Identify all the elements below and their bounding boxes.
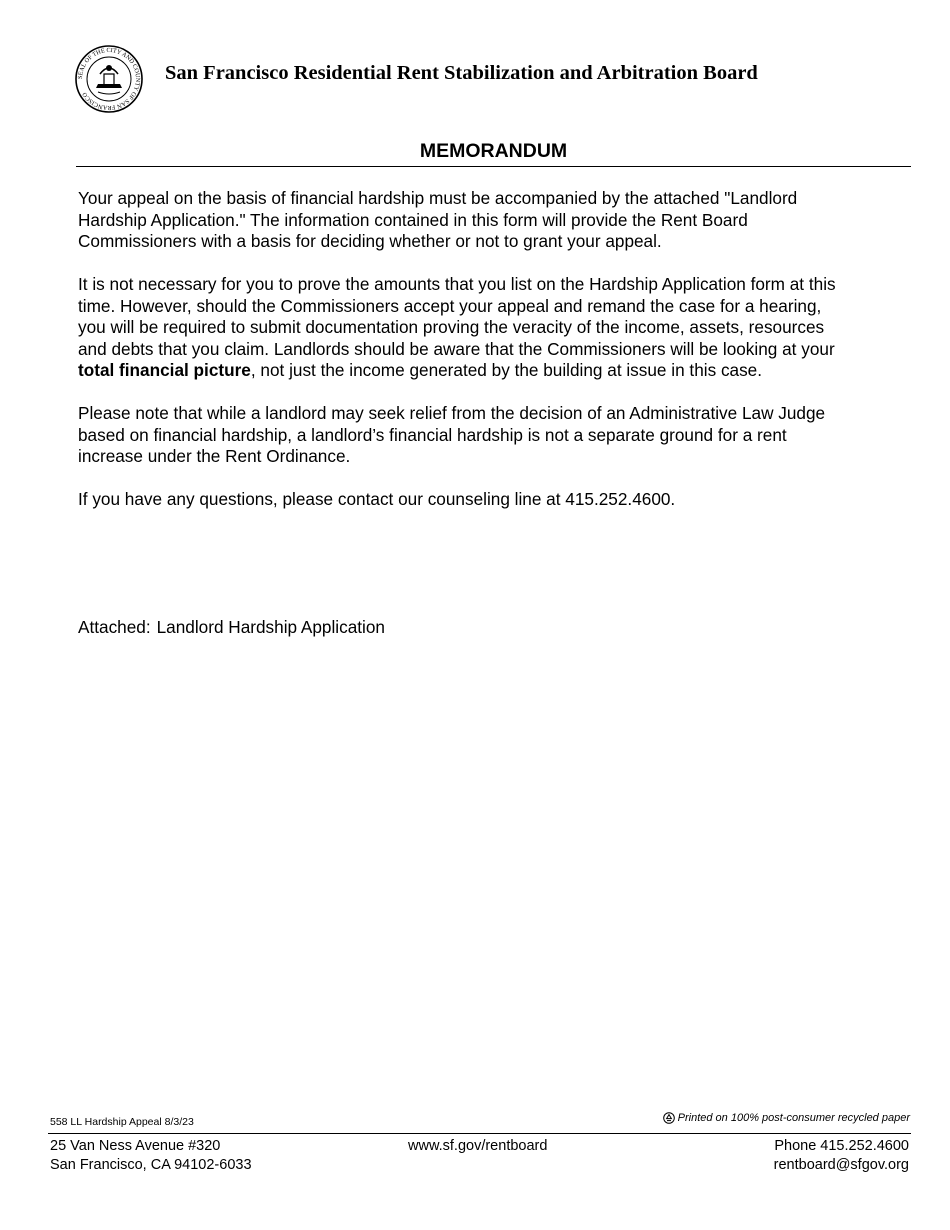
memo-title: MEMORANDUM <box>419 140 568 162</box>
city-seal-icon <box>74 44 144 114</box>
paragraph-line: Please note that while a landlord may seek relief from the decision of an Administrative Law Judge <box>78 403 826 423</box>
website-link[interactable]: www.sf.gov/rentboard <box>408 1138 548 1154</box>
paragraph-2 <box>78 274 908 382</box>
footer-website <box>408 1137 547 1156</box>
paragraph-1 <box>78 188 908 253</box>
footer-address <box>50 1137 252 1175</box>
recycled-text: Printed on 100% post-consumer recycled paper <box>677 1112 910 1124</box>
attached-document: Landlord Hardship Application <box>156 617 385 637</box>
footer-divider <box>48 1133 911 1134</box>
seal-text: SEAL OF THE CITY AND COUNTY OF SAN FRANCISCO <box>76 46 142 112</box>
paragraph-line: Your appeal on the basis of financial hardship must be accompanied by the attached "Landlord <box>78 188 798 208</box>
title-divider <box>76 166 911 167</box>
counseling-line-text: If you have any questions, please contact our counseling line at 415.252.4600. <box>78 489 676 509</box>
paragraph-line: Hardship Application." The information contained in this form will provide the Rent Board <box>78 209 748 230</box>
paragraph-line: increase under the Rent Ordinance. <box>78 446 351 466</box>
paragraph-3 <box>78 403 908 468</box>
paragraph-line: you will be required to submit documentation proving the veracity of the income, assets, resources <box>78 317 825 337</box>
paragraph-4 <box>78 489 908 511</box>
address-line-1: 25 Van Ness Avenue #320 <box>50 1138 221 1154</box>
phone-number: Phone 415.252.4600 <box>774 1138 909 1154</box>
org-name: San Francisco Residential Rent Stabilization and Arbitration Board <box>165 62 758 84</box>
address-line-2: San Francisco, CA 94102-6033 <box>50 1157 252 1173</box>
footer-contact <box>774 1137 909 1175</box>
paragraph-line: Commissioners with a basis for deciding whether or not to grant your appeal. <box>78 231 662 251</box>
paragraph-line-emphasis <box>78 360 908 382</box>
total-financial-picture-emphasis: total financial picture <box>78 360 251 380</box>
paragraph-line: and debts that you claim. Landlords should be aware that the Commissioners will be looking at your <box>78 338 835 359</box>
paragraph-line: based on financial hardship, a landlord’s financial hardship is not a separate ground for a rent <box>78 424 787 445</box>
recycle-icon <box>663 1112 675 1124</box>
recycled-note <box>663 1112 910 1124</box>
paragraph-line-rest: , not just the income generated by the building at issue in this case. <box>250 360 763 380</box>
memo-body <box>78 188 908 532</box>
paragraph-line: time. However, should the Commissioners accept your appeal and remand the case for a hearing, <box>78 295 822 316</box>
paragraph-line: It is not necessary for you to prove the amounts that you list on the Hardship Application form at this <box>78 274 836 294</box>
attachment-note <box>78 617 385 639</box>
form-code: 558 LL Hardship Appeal 8/3/23 <box>50 1116 194 1128</box>
attached-label: Attached: <box>78 617 151 637</box>
email-link[interactable]: rentboard@sfgov.org <box>773 1157 909 1173</box>
